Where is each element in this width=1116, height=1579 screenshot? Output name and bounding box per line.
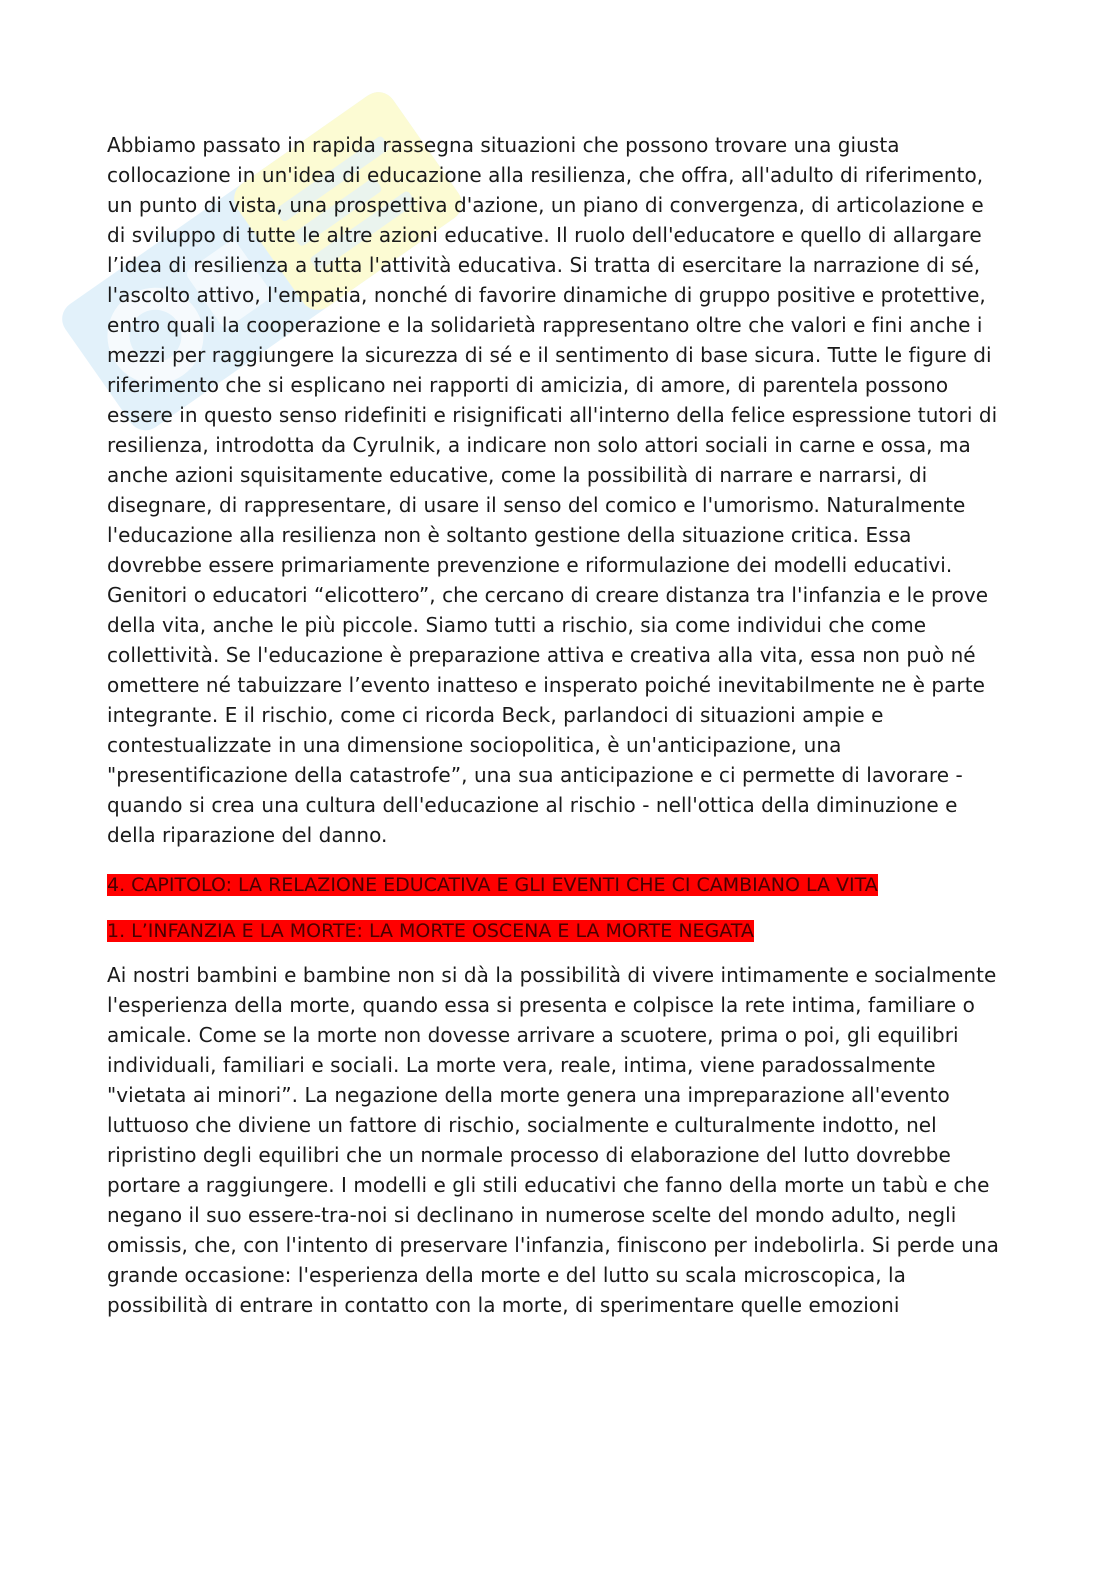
section-heading-text: 1. L’INFANZIA E LA MORTE: LA MORTE OSCENA E LA MORTE NEGATA <box>107 920 754 942</box>
chapter-heading-text: 4. CAPITOLO: LA RELAZIONE EDUCATIVA E GLI EVENTI CHE CI CAMBIANO LA VITA <box>107 874 878 896</box>
body-paragraph: Ai nostri bambini e bambine non si dà la possibilità di vivere intimamente e socialmente l'esperienza della morte, quando essa si presenta e colpisce la rete intima, familiare o amicale. Come se la morte non dovesse arrivare a scuotere, prima o poi, gli equilibri individuali, familiari e sociali. La morte vera, reale, intima, viene paradossalmente "vietata ai minori”. La negazione della morte genera una impreparazione all'evento luttuoso che diviene un fattore di rischio, socialmente e culturalmente indotto, nel ripristino degli equilibri che un normale processo di elaborazione del lutto dovrebbe portare a raggiungere. I modelli e gli stili educativi che fanno della morte un tabù e che negano il suo essere-tra-noi si declinano in numerose scelte del mondo adulto, negli omissis, che, con l'intento di preservare l'infanzia, finiscono per indebolirla. Si perde una grande occasione: l'esperienza della morte e del lutto su scala microscopica, la possibilità di entrare in contatto con la morte, di sperimentare quelle emozioni <box>107 963 999 1317</box>
chapter-heading <box>107 870 1007 900</box>
section-heading <box>107 916 1007 946</box>
body-paragraph: Abbiamo passato in rapida rassegna situazioni che possono trovare una giusta collocazione in un'idea di educazione alla resilienza, che offra, all'adulto di riferimento, un punto di vista, una prospettiva d'azione, un piano di convergenza, di articolazione e di sviluppo di tutte le altre azioni educative. Il ruolo dell'educatore e quello di allargare l’idea di resilienza a tutta l'attività educativa. Si tratta di esercitare la narrazione di sé, l'ascolto attivo, l'empatia, nonché di favorire dinamiche di gruppo positive e protettive, entro quali la cooperazione e la solidarietà rappresentano oltre che valori e fini anche i mezzi per raggiungere la sicurezza di sé e il sentimento di base sicura. Tutte le figure di riferimento che si esplicano nei rapporti di amicizia, di amore, di parentela possono essere in questo senso ridefiniti e risignificati all'interno della felice espressione tutori di resilienza, introdotta da Cyrulnik, a indicare non solo attori sociali in carne e ossa, ma anche azioni squisitamente educative, come la possibilità di narrare e narrarsi, di disegnare, di rappresentare, di usare il senso del comico e l'umorismo. Naturalmente l'educazione alla resilienza non è soltanto gestione della situazione critica. Essa dovrebbe essere primariamente prevenzione e riformulazione dei modelli educativi. Genitori o educatori “elicottero”, che cercano di creare distanza tra l'infanzia e le prove della vita, anche le più piccole. Siamo tutti a rischio, sia come individui che come collettività. Se l'educazione è preparazione attiva e creativa alla vita, essa non può né omettere né tabuizzare l’evento inatteso e insperato poiché inevitabilmente ne è parte integrante. E il rischio, come ci ricorda Beck, parlandoci di situazioni ampie e contestualizzate in una dimensione sociopolitica, è un'anticipazione, una "presentificazione della catastrofe”, una sua anticipazione e ci permette di lavorare - quando si crea una cultura dell'educazione al rischio - nell'ottica della diminuzione e della riparazione del danno. <box>107 133 998 847</box>
document-body <box>107 130 1007 1320</box>
